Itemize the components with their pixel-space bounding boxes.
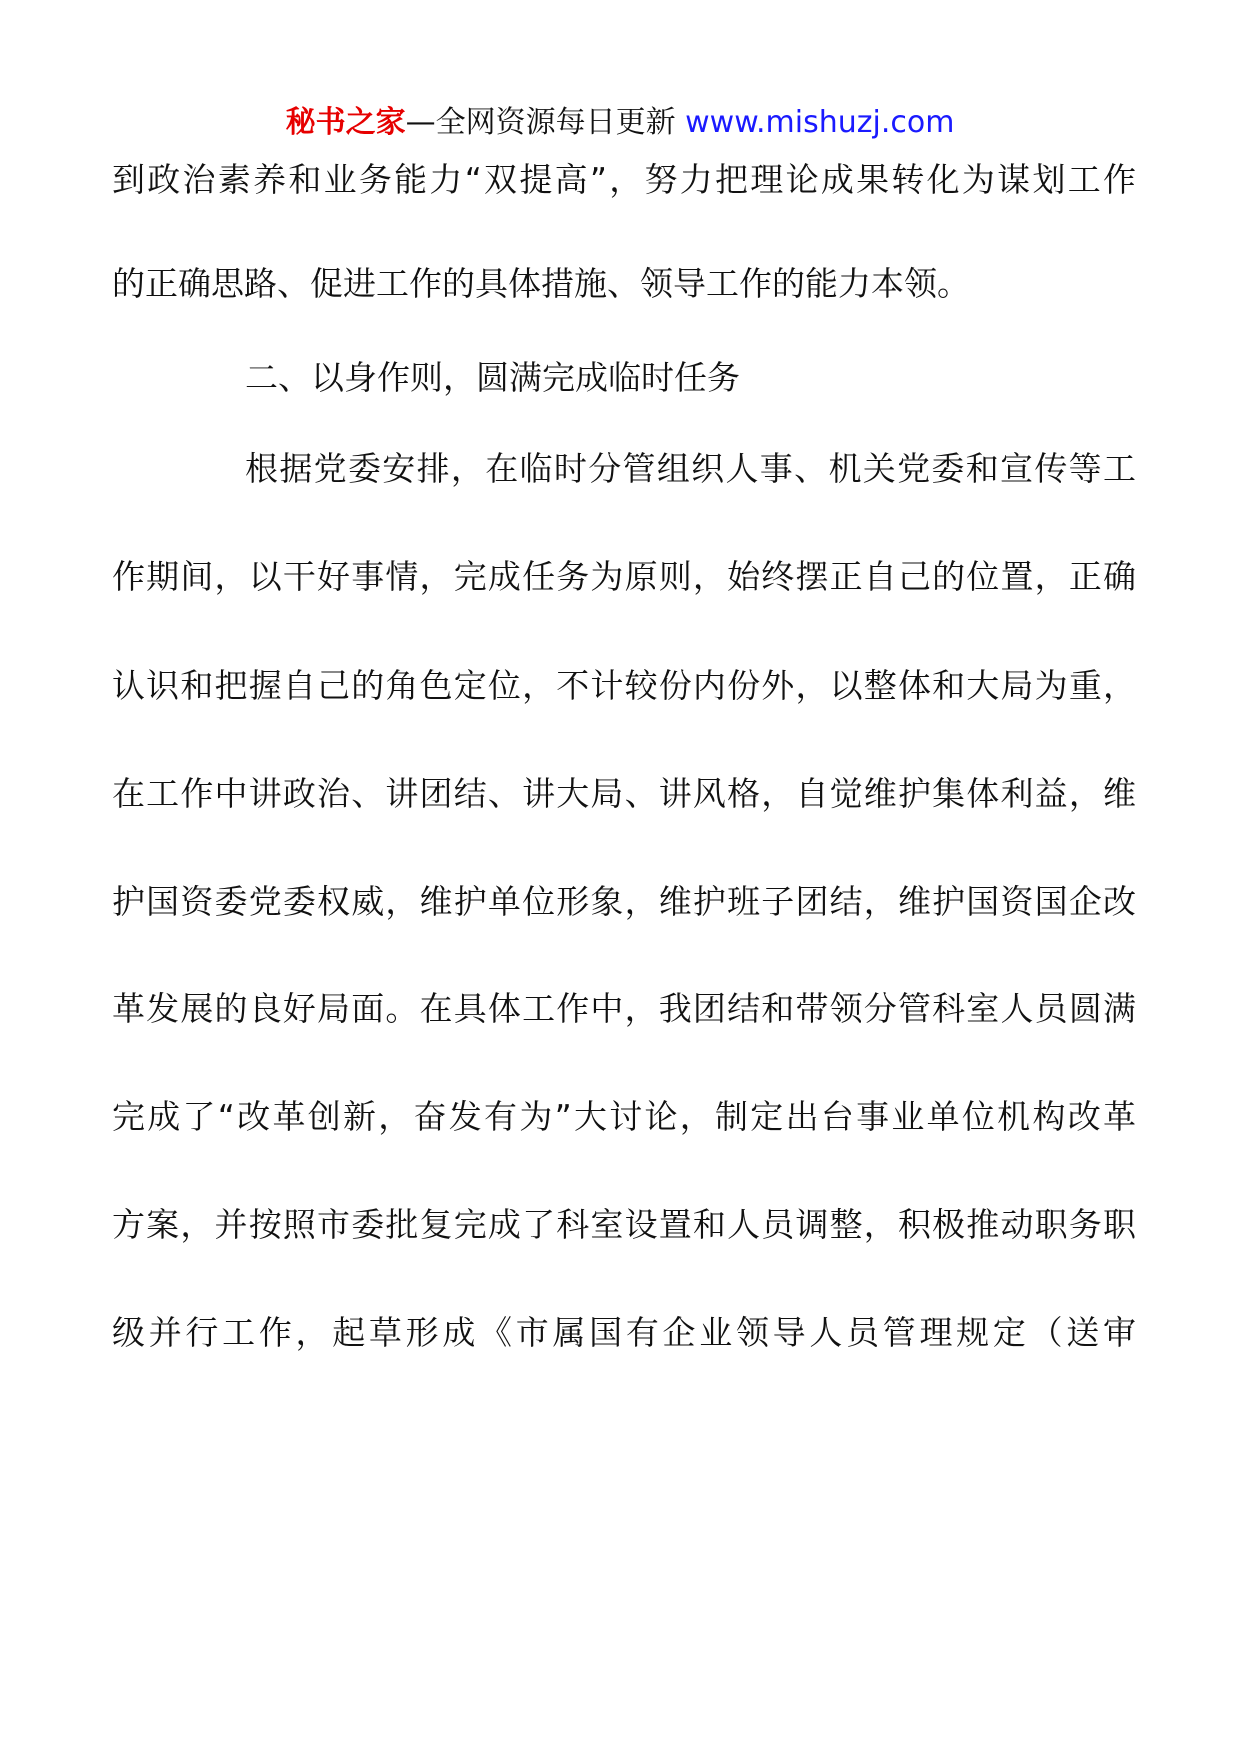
body-line: 到政治素养和业务能力“双提高”，努力把理论成果转化为谋划工作 (112, 160, 1136, 199)
section-heading: 二、以身作则，圆满完成临时任务 (245, 358, 740, 397)
brand-tagline: —全网资源每日更新 (405, 105, 676, 140)
body-line: 作期间，以干好事情，完成任务为原则，始终摆正自己的位置，正确 (112, 557, 1136, 596)
body-line: 认识和把握自己的角色定位，不计较份内份外，以整体和大局为重， (112, 666, 1136, 705)
body-line: 级并行工作，起草形成《市属国有企业领导人员管理规定（送审 (112, 1313, 1136, 1352)
body-line: 在工作中讲政治、讲团结、讲大局、讲风格，自觉维护集体利益，维 (112, 774, 1136, 813)
body-line: 护国资委党委权威，维护单位形象，维护班子团结，维护国资国企改 (112, 882, 1136, 921)
body-line: 方案，并按照市委批复完成了科室设置和人员调整，积极推动职务职 (112, 1205, 1136, 1244)
site-url[interactable]: www.mishuzj.com (685, 105, 955, 140)
body-line: 革发展的良好局面。在具体工作中，我团结和带领分管科室人员圆满 (112, 989, 1136, 1028)
body-line: 根据党委安排，在临时分管组织人事、机关党委和宣传等工 (245, 449, 1136, 488)
brand-name: 秘书之家 (285, 105, 406, 140)
body-line: 完成了“改革创新，奋发有为”大讨论，制定出台事业单位机构改革 (112, 1097, 1136, 1136)
site-header (0, 103, 1240, 143)
body-line: 的正确思路、促进工作的具体措施、领导工作的能力本领。 (112, 264, 970, 303)
